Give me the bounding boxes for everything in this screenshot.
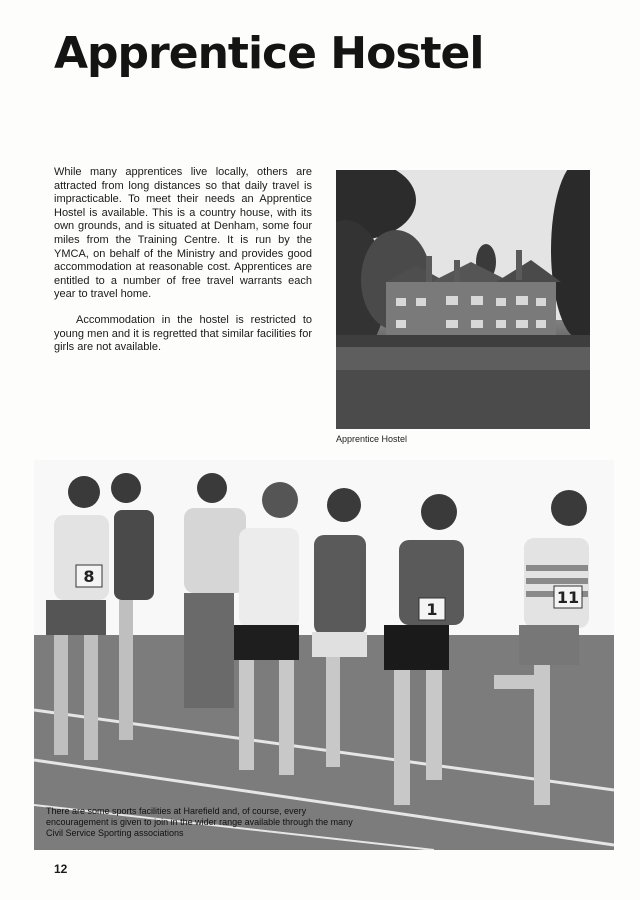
paragraph-intro: While many apprentices live locally, others are attracted from long distances so that daily travel is impracticable. To meet their needs an Apprentice Hostel is available. This is a country house, with its own grounds, and is situated at Denham, some four miles from the Training Centre. It is run by the YMCA, on behalf of the Ministry and provides good accommodation at reasonable cost. Apprentices are entitled to a number of free travel warrants each year to travel home. xyxy=(54,166,312,301)
runner-number-1: 1 xyxy=(426,600,438,619)
hostel-caption: Apprentice Hostel xyxy=(336,434,408,444)
runners-photo xyxy=(34,460,614,850)
page-title: Apprentice Hostel xyxy=(54,28,484,79)
runner-number-11: 11 xyxy=(556,588,580,607)
hostel-photo xyxy=(336,170,590,429)
body-text xyxy=(54,166,312,367)
paragraph-accommodation: Accommodation in the hostel is restricted to young men and it is regretted that similar facilities for girls are not available. xyxy=(54,313,312,354)
hostel-photo-image xyxy=(336,170,590,429)
runners-photo-image xyxy=(34,460,614,850)
page-number: 12 xyxy=(54,862,68,876)
runner-number-8: 8 xyxy=(83,567,95,586)
runners-caption: There are some sports facilities at Harefield and, of course, every encouragement is given to join in the wider range available through the many Civil Service Sporting associations xyxy=(46,806,353,838)
